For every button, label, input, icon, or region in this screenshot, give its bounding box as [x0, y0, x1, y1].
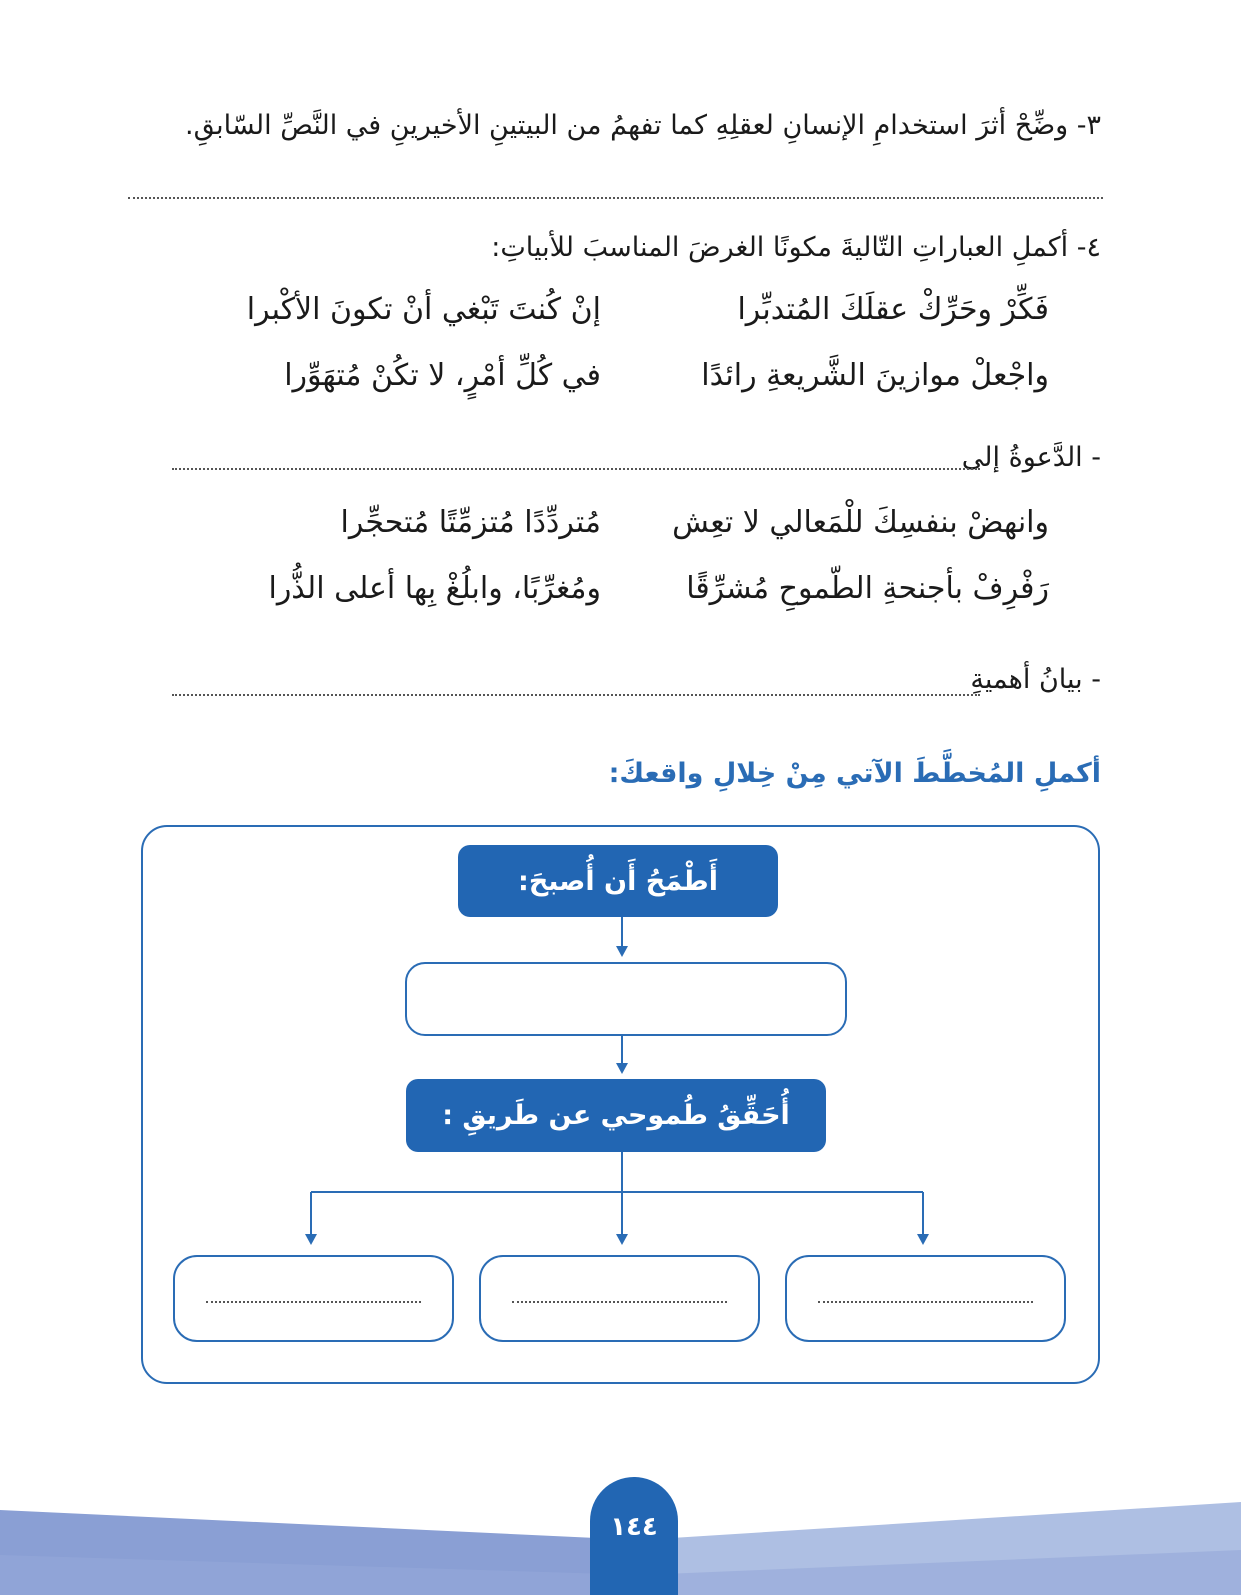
verse-a1-right: فَكِّرْ وحَرِّكْ عقلَكَ المُتدبِّرا — [737, 292, 1049, 327]
answer-line-prompt-b[interactable] — [172, 694, 980, 696]
verse-a1-left: إنْ كُنتَ تَبْغي أنْ تكونَ الأكْبرا — [246, 292, 601, 327]
ambition-answer-box[interactable] — [405, 962, 847, 1036]
means-box-center[interactable] — [479, 1255, 760, 1342]
verse-b1-left: مُتردِّدًا مُتزمِّتًا مُتحجِّرا — [340, 505, 601, 540]
means-fill-line-right — [818, 1301, 1033, 1303]
answer-line-q3[interactable] — [128, 197, 1103, 199]
means-fill-line-left — [206, 1301, 421, 1303]
prompt-call-to: - الدَّعوةُ إلى — [961, 442, 1101, 473]
means-box-left[interactable] — [173, 1255, 454, 1342]
achieve-label: أُحَقِّقُ طُموحي عن طَريقِ : — [442, 1100, 790, 1131]
diagram-title: أكملِ المُخطَّطَ الآتي مِنْ خِلالِ واقعكَ: — [608, 758, 1101, 789]
verse-a2-left: في كُلِّ أمْرٍ، لا تكُنْ مُتهَوِّرا — [284, 358, 601, 393]
means-box-right[interactable] — [785, 1255, 1066, 1342]
page-number: ١٤٤ — [610, 1512, 658, 1542]
ambition-box — [458, 845, 778, 917]
verse-b2-left: ومُغرِّبًا، وابلُغْ بِها أعلى الذُّرا — [268, 571, 601, 606]
prompt-importance: - بيانُ أهميةِ — [970, 664, 1101, 695]
verse-a2-right: واجْعلْ موازينَ الشَّريعةِ رائدًا — [701, 358, 1049, 393]
question-4: ٤- أكملِ العباراتِ التّاليةَ مكونًا الغرضَ المناسبَ للأبياتِ: — [491, 232, 1101, 263]
means-fill-line-center — [512, 1301, 727, 1303]
verse-b2-right: رَفْرِفْ بأجنحةِ الطّموحِ مُشرِّقًا — [686, 571, 1049, 606]
answer-line-prompt-a[interactable] — [172, 468, 980, 470]
achieve-box — [406, 1079, 826, 1152]
verse-b1-right: وانهضْ بنفسِكَ للْمَعالي لا تعِش — [672, 505, 1049, 540]
question-3: ٣- وضِّحْ أثرَ استخدامِ الإنسانِ لعقلِهِ كما تفهمُ من البيتينِ الأخيرينِ في النَّصِّ السّابقِ. — [185, 110, 1101, 141]
ambition-label: أَطْمَحُ أَن أُصبحَ: — [518, 865, 718, 897]
